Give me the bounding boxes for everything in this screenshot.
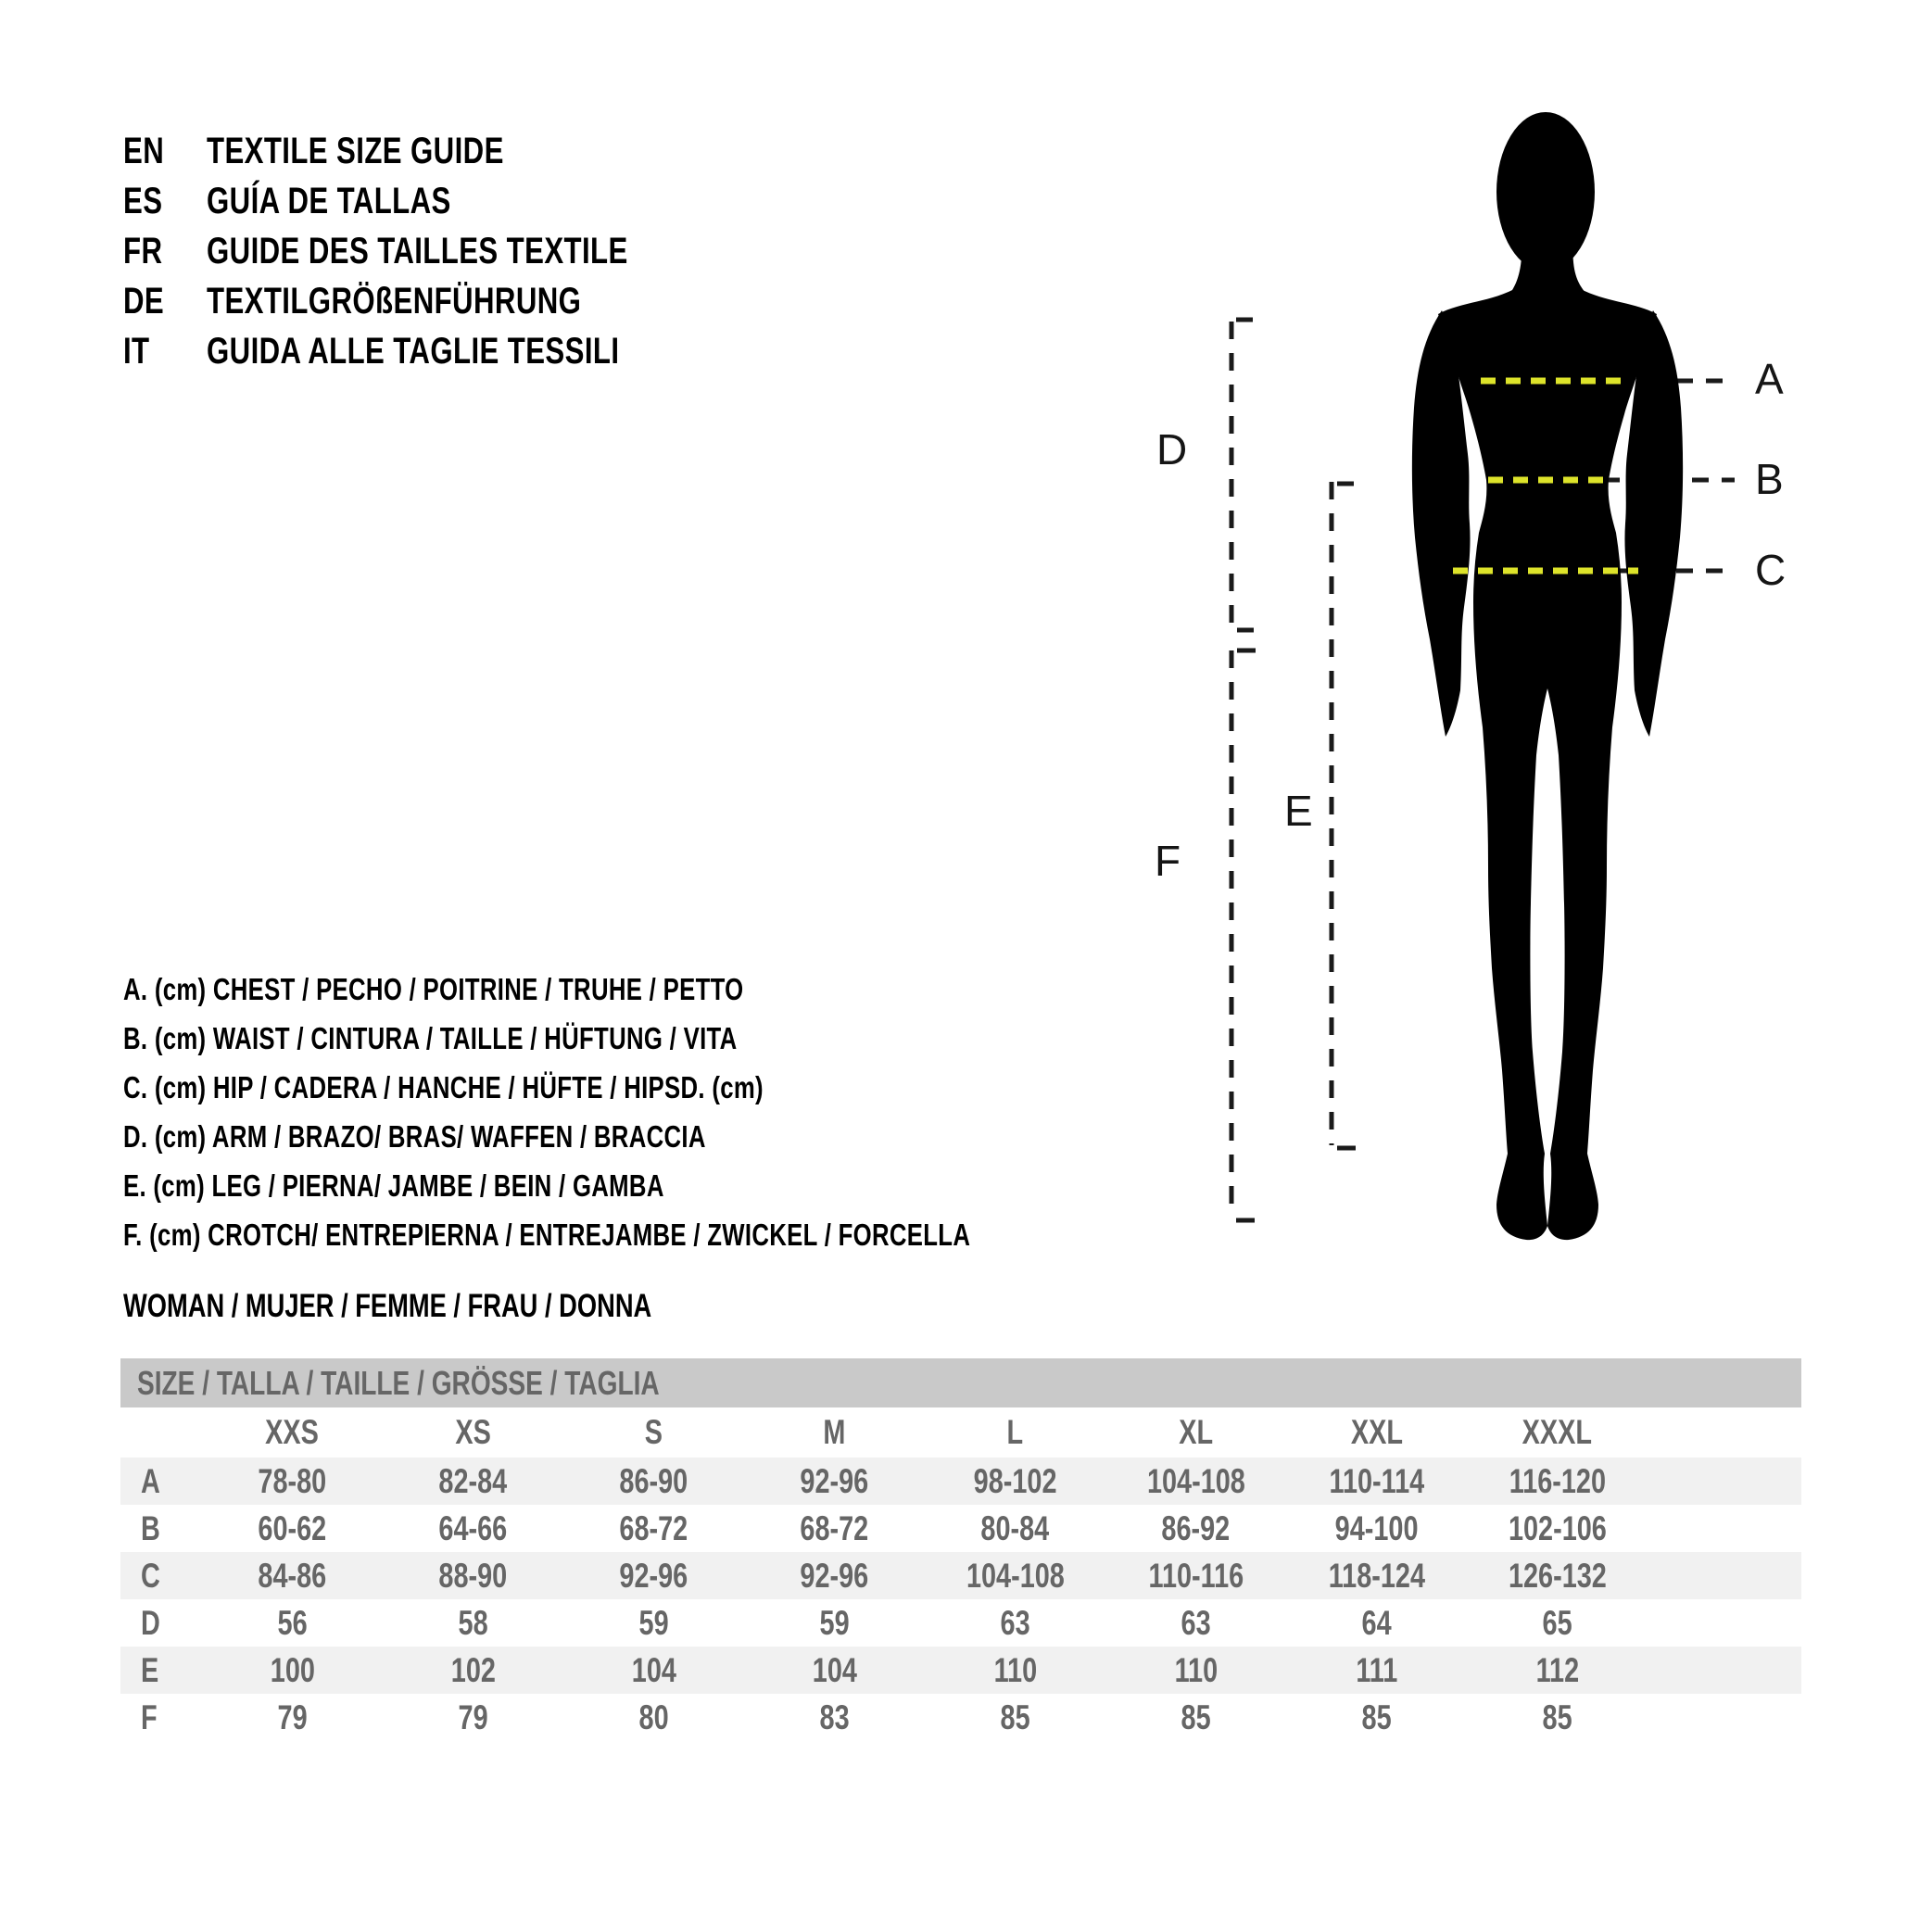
cell-value: 102-106 [1508, 1509, 1607, 1547]
cell-value: 85 [1181, 1698, 1211, 1736]
woman-silhouette [1412, 112, 1683, 1240]
cell-value: 110-116 [1148, 1557, 1244, 1595]
language-row-it [123, 326, 747, 376]
size-table [120, 1358, 1801, 1741]
language-row-de [123, 276, 747, 326]
cell-value: 100 [270, 1651, 315, 1689]
row-label: B [141, 1509, 160, 1547]
cell-value: 85 [1542, 1698, 1572, 1736]
cell-value: 63 [1000, 1604, 1030, 1642]
size-header: XL [1179, 1413, 1213, 1451]
cell-value: 63 [1181, 1604, 1211, 1642]
cell-value: 84-86 [258, 1557, 327, 1595]
cell-value: 64 [1361, 1604, 1392, 1642]
table-row-hip [120, 1552, 1801, 1599]
size-header-row [120, 1407, 1801, 1458]
marker-label-b: B [1755, 455, 1784, 503]
cell-value: 126-132 [1508, 1557, 1607, 1595]
silhouette-torso-legs [1438, 286, 1657, 1240]
cell-value: 60-62 [258, 1509, 327, 1547]
cell-value: 92-96 [800, 1462, 869, 1500]
cell-value: 94-100 [1334, 1509, 1419, 1547]
measurement-legend [123, 965, 1209, 1259]
size-header: L [1006, 1413, 1024, 1451]
cell-value: 116-120 [1509, 1462, 1606, 1500]
cell-value: 58 [458, 1604, 488, 1642]
language-code: IT [123, 330, 150, 372]
cell-value: 82-84 [438, 1462, 508, 1500]
legend-item-waist: B. (cm) WAIST / CINTURA / TAILLE / HÜFTUNG / VITA [123, 1021, 738, 1055]
row-label: E [141, 1651, 159, 1689]
cell-value: 104 [812, 1651, 857, 1689]
cell-value: 110-114 [1329, 1462, 1424, 1500]
marker-label-d: D [1156, 425, 1188, 473]
table-row-waist [120, 1505, 1801, 1552]
cell-value: 104-108 [1146, 1462, 1245, 1500]
cell-value: 86-92 [1161, 1509, 1231, 1547]
cell-value: 92-96 [800, 1557, 869, 1595]
legend-item-leg: E. (cm) LEG / PIERNA/ JAMBE / BEIN / GAMBA [123, 1168, 664, 1203]
cell-value: 68-72 [800, 1509, 869, 1547]
size-header: M [823, 1413, 846, 1451]
marker-label-f: F [1155, 837, 1181, 885]
cell-value: 64-66 [438, 1509, 508, 1547]
cell-value: 79 [277, 1698, 308, 1736]
row-label: F [141, 1698, 158, 1736]
cell-value: 111 [1356, 1651, 1397, 1689]
woman-silhouette-diagram [1149, 88, 1853, 1293]
marker-label-e: E [1284, 787, 1313, 835]
cell-value: 59 [819, 1604, 850, 1642]
cell-value: 56 [277, 1604, 308, 1642]
language-code: FR [123, 230, 163, 271]
cell-value: 85 [1000, 1698, 1030, 1736]
cell-value: 92-96 [619, 1557, 688, 1595]
legend-item-crotch: F. (cm) CROTCH/ ENTREPIERNA / ENTREJAMBE / ZWICKEL / FORCELLA [123, 1218, 971, 1252]
table-row-chest [120, 1458, 1801, 1505]
size-table-title: SIZE / TALLA / TAILLE / GRÖSSE / TAGLIA [137, 1364, 660, 1402]
cell-value: 78-80 [258, 1462, 327, 1500]
cell-value: 80 [638, 1698, 669, 1736]
table-row-leg [120, 1647, 1801, 1694]
cell-value: 59 [638, 1604, 669, 1642]
table-row-crotch [120, 1694, 1801, 1741]
cell-value: 110 [1174, 1651, 1218, 1689]
language-row-es [123, 176, 747, 226]
size-table-title-bar [120, 1358, 1801, 1407]
legend-item-arm: D. (cm) ARM / BRAZO/ BRAS/ WAFFEN / BRACCIA [123, 1119, 706, 1154]
size-header: XXS [265, 1413, 320, 1451]
cell-value: 86-90 [619, 1462, 688, 1500]
row-label: D [141, 1604, 160, 1642]
size-header: S [644, 1413, 663, 1451]
cell-value: 112 [1535, 1651, 1579, 1689]
language-code: DE [123, 280, 165, 322]
marker-label-c: C [1755, 546, 1787, 594]
language-title-block [123, 126, 747, 376]
row-label: A [141, 1462, 160, 1500]
size-header: XS [455, 1413, 491, 1451]
row-label: C [141, 1557, 160, 1595]
cell-value: 104 [631, 1651, 676, 1689]
language-row-fr [123, 226, 747, 276]
legend-item-hip: C. (cm) HIP / CADERA / HANCHE / HÜFTE / HIPSD. (cm) [123, 1070, 764, 1104]
table-row-arm [120, 1599, 1801, 1647]
marker-label-a: A [1755, 355, 1784, 403]
size-header: XXL [1350, 1413, 1403, 1451]
legend-item-chest: A. (cm) CHEST / PECHO / POITRINE / TRUHE / PETTO [123, 972, 744, 1006]
cell-value: 85 [1361, 1698, 1392, 1736]
language-title: GUÍA DE TALLAS [207, 180, 451, 221]
gender-heading: WOMAN / MUJER / FEMME / FRAU / DONNA [123, 1288, 652, 1324]
cell-value: 104-108 [966, 1557, 1065, 1595]
language-code: ES [123, 180, 163, 221]
cell-value: 80-84 [980, 1509, 1050, 1547]
language-title: GUIDA ALLE TAGLIE TESSILI [207, 330, 620, 372]
language-title: TEXTILGRÖßENFÜHRUNG [207, 280, 582, 322]
language-title: GUIDE DES TAILLES TEXTILE [207, 230, 628, 271]
size-header: XXXL [1522, 1413, 1593, 1451]
cell-value: 68-72 [619, 1509, 688, 1547]
cell-value: 118-124 [1328, 1557, 1425, 1595]
vertical-measure-lines [1231, 320, 1356, 1220]
language-code: EN [123, 130, 165, 171]
cell-value: 110 [993, 1651, 1037, 1689]
cell-value: 65 [1542, 1604, 1572, 1642]
language-row-en [123, 126, 747, 176]
cell-value: 79 [458, 1698, 488, 1736]
cell-value: 98-102 [973, 1462, 1057, 1500]
cell-value: 102 [450, 1651, 496, 1689]
language-title: TEXTILE SIZE GUIDE [207, 130, 504, 171]
cell-value: 88-90 [438, 1557, 508, 1595]
cell-value: 83 [819, 1698, 850, 1736]
